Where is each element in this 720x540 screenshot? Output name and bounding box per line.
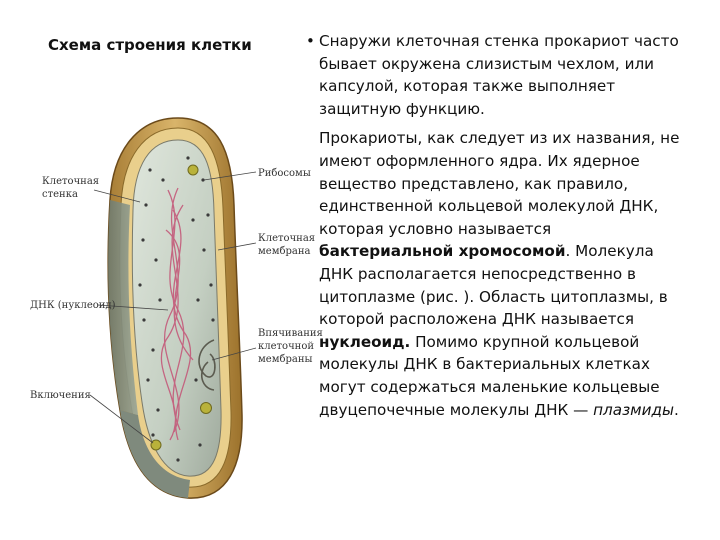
label-invaginations: Впячивания [258,328,323,339]
term-bacterial-chromosome: бактериальной хромосомой [319,242,566,261]
slide-title: Схема строения клетки [48,36,252,54]
label-invaginations-2: клеточной [258,341,315,352]
bullet-marker: • [306,32,315,50]
label-membrane-2: мембрана [258,246,311,257]
prokaryotic-cell-diagram [28,110,323,505]
bullet-paragraph-1 [306,30,690,120]
text-column [306,30,690,421]
paragraph-2-part3: Помимо крупной кольцевой молекулы ДНК в бактериальных клетках могут содержаться маленькие кольцевые двуцепочечные молекулы ДНК — [319,332,660,419]
label-cell-wall-2: стенка [42,189,78,200]
label-inclusions: Включения [30,390,91,401]
term-nucleoid: нуклеоид. [319,332,411,351]
paragraph-2-part2: . Молекула ДНК располагается непосредственно в цитоплазме (рис. ). Область цитоплазмы, в которой расположена ДНК называется [319,242,668,329]
label-invaginations-3: мембраны [258,354,313,365]
label-dna-nucleoid: ДНК (нуклеоид) [30,300,116,311]
label-ribosomes: Рибосомы [258,168,311,179]
paragraph-1-text: Снаружи клеточная стенка прокариот часто бывает окружена слизистым чехлом, или капсулой, которая также выполняет защитную функцию. [319,32,679,118]
label-membrane: Клеточная [258,233,316,244]
paragraph-2-part1: Прокариоты, как следует из их названия, не имеют оформленного ядра. Их ядерное вещество представлено, как правило, единственной кольцевой молекулой ДНК, которая условно называется [319,129,680,238]
term-plasmids: плазмиды [593,400,674,419]
label-cell-wall: Клеточная [42,176,100,187]
paragraph-2 [306,127,690,421]
paragraph-2-end: . [673,400,679,419]
